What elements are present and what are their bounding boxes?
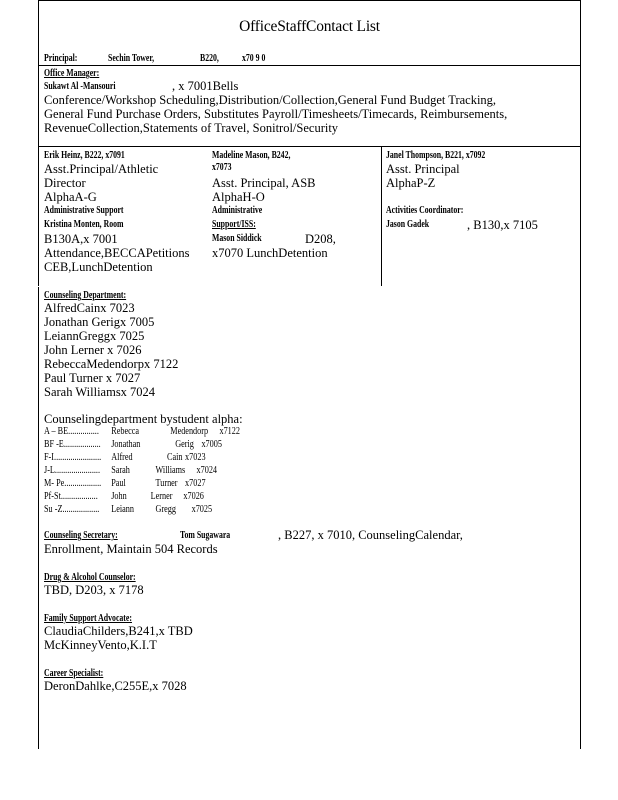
- principal-label: Principal:: [44, 53, 78, 64]
- ap1-admin-label: Administrative Support: [44, 205, 124, 216]
- office-manager-heading: Office Manager:: [44, 68, 100, 79]
- ap3-alpha: AlphaP-Z: [386, 176, 436, 190]
- principal-ext: x70 9 0: [242, 53, 266, 64]
- ap1-admin-line: CEB,LunchDetention: [44, 260, 153, 274]
- ap2-title: Asst. Principal, ASB: [212, 176, 316, 190]
- secretary-duties: Enrollment, Maintain 504 Records: [44, 542, 218, 556]
- office-manager-duty: General Fund Purchase Orders, Substitutes Payroll/Timesheets/Timecards, Reimbursements,: [44, 107, 508, 121]
- principal-name: Sechin Tower,: [108, 53, 155, 64]
- alpha-row: M- Pe.................. Paul Turner x7027: [44, 478, 206, 489]
- activities-ext: , B130,x 7105: [467, 218, 538, 232]
- column-divider: [381, 146, 382, 286]
- divider: [38, 65, 580, 66]
- ap2-admin-label2: Support/ISS:: [212, 219, 256, 230]
- counselor: Sarah Williamsx 7024: [44, 385, 156, 399]
- ap2-admin-name: Mason Siddick: [212, 233, 262, 244]
- ap1-alpha: AlphaA-G: [44, 190, 97, 204]
- ap3-header: Janel Thompson, B221, x7092: [386, 150, 486, 161]
- page-title: OfficeStaffContact List: [239, 18, 380, 35]
- ap1-title: Asst.Principal/Athletic: [44, 162, 159, 176]
- alpha-row: A – BE............... Rebecca Medendorp x7122: [44, 426, 240, 437]
- secretary-name: Tom Sugawara: [180, 530, 231, 541]
- office-manager-ext: , x 7001Bells: [172, 79, 239, 93]
- career-heading: Career Specialist:: [44, 668, 104, 679]
- alpha-row: Su -Z.................. Leiann Gregg x7025: [44, 504, 213, 515]
- counseling-heading: Counseling Department:: [44, 290, 127, 301]
- spacer: [38, 286, 580, 287]
- ap1-admin-line: Attendance,BECCAPetitions: [44, 246, 190, 260]
- activities-name: Jason Gadek: [386, 219, 430, 230]
- secretary-heading: Counseling Secretary:: [44, 530, 118, 541]
- counselor: Jonathan Gerigx 7005: [44, 315, 155, 329]
- office-manager-name: Sukawt Al -Mansouri: [44, 81, 116, 92]
- counselor: RebeccaMedendorpx 7122: [44, 357, 179, 371]
- alpha-row: F-I....................... Alfred Cain x7023: [44, 452, 206, 463]
- ap2-alpha: AlphaH-O: [212, 190, 265, 204]
- ap2-admin-room: D208,: [305, 232, 336, 246]
- counselor: LeiannGreggx 7025: [44, 329, 145, 343]
- ap3-title: Asst. Principal: [386, 162, 460, 176]
- counselor: AlfredCainx 7023: [44, 301, 135, 315]
- office-manager-duty: Conference/Workshop Scheduling,Distribution/Collection,General Fund Budget Tracking,: [44, 93, 497, 107]
- alpha-heading: Counselingdepartment bystudent alpha:: [44, 412, 243, 426]
- career-line: DeronDahlke,C255E,x 7028: [44, 679, 187, 693]
- office-manager-duty: RevenueCollection,Statements of Travel, Sonitrol/Security: [44, 121, 339, 135]
- family-line: McKinneyVento,K.I.T: [44, 638, 157, 652]
- drug-heading: Drug & Alcohol Counselor:: [44, 572, 136, 583]
- ap1-header: Erik Heinz, B222, x7091: [44, 150, 125, 161]
- drug-line: TBD, D203, x 7178: [44, 583, 144, 597]
- alpha-row: BF -E.................. Jonathan Gerig x7005: [44, 439, 222, 450]
- divider: [38, 146, 580, 147]
- ap1-title: Director: [44, 176, 86, 190]
- alpha-row: Pf-St.................. John Lerner x7026: [44, 491, 204, 502]
- ap2-admin-label: Administrative: [212, 205, 263, 216]
- family-heading: Family Support Advocate:: [44, 613, 132, 624]
- family-line: ClaudiaChilders,B241,x TBD: [44, 624, 193, 638]
- ap1-admin-line: B130A,x 7001: [44, 232, 118, 246]
- ap2-admin-line: x7070 LunchDetention: [212, 246, 328, 260]
- ap2-header-ext: x7073: [212, 162, 232, 173]
- secretary-details: , B227, x 7010, CounselingCalendar,: [278, 528, 463, 542]
- counselor: Paul Turner x 7027: [44, 371, 141, 385]
- ap1-admin-name: Kristina Monten, Room: [44, 219, 124, 230]
- ap2-header: Madeline Mason, B242,: [212, 150, 291, 161]
- counselor: John Lerner x 7026: [44, 343, 142, 357]
- principal-room: B220,: [200, 53, 219, 64]
- alpha-row: J-L...................... Sarah Williams x7024: [44, 465, 218, 476]
- activities-label: Activities Coordinator:: [386, 205, 464, 216]
